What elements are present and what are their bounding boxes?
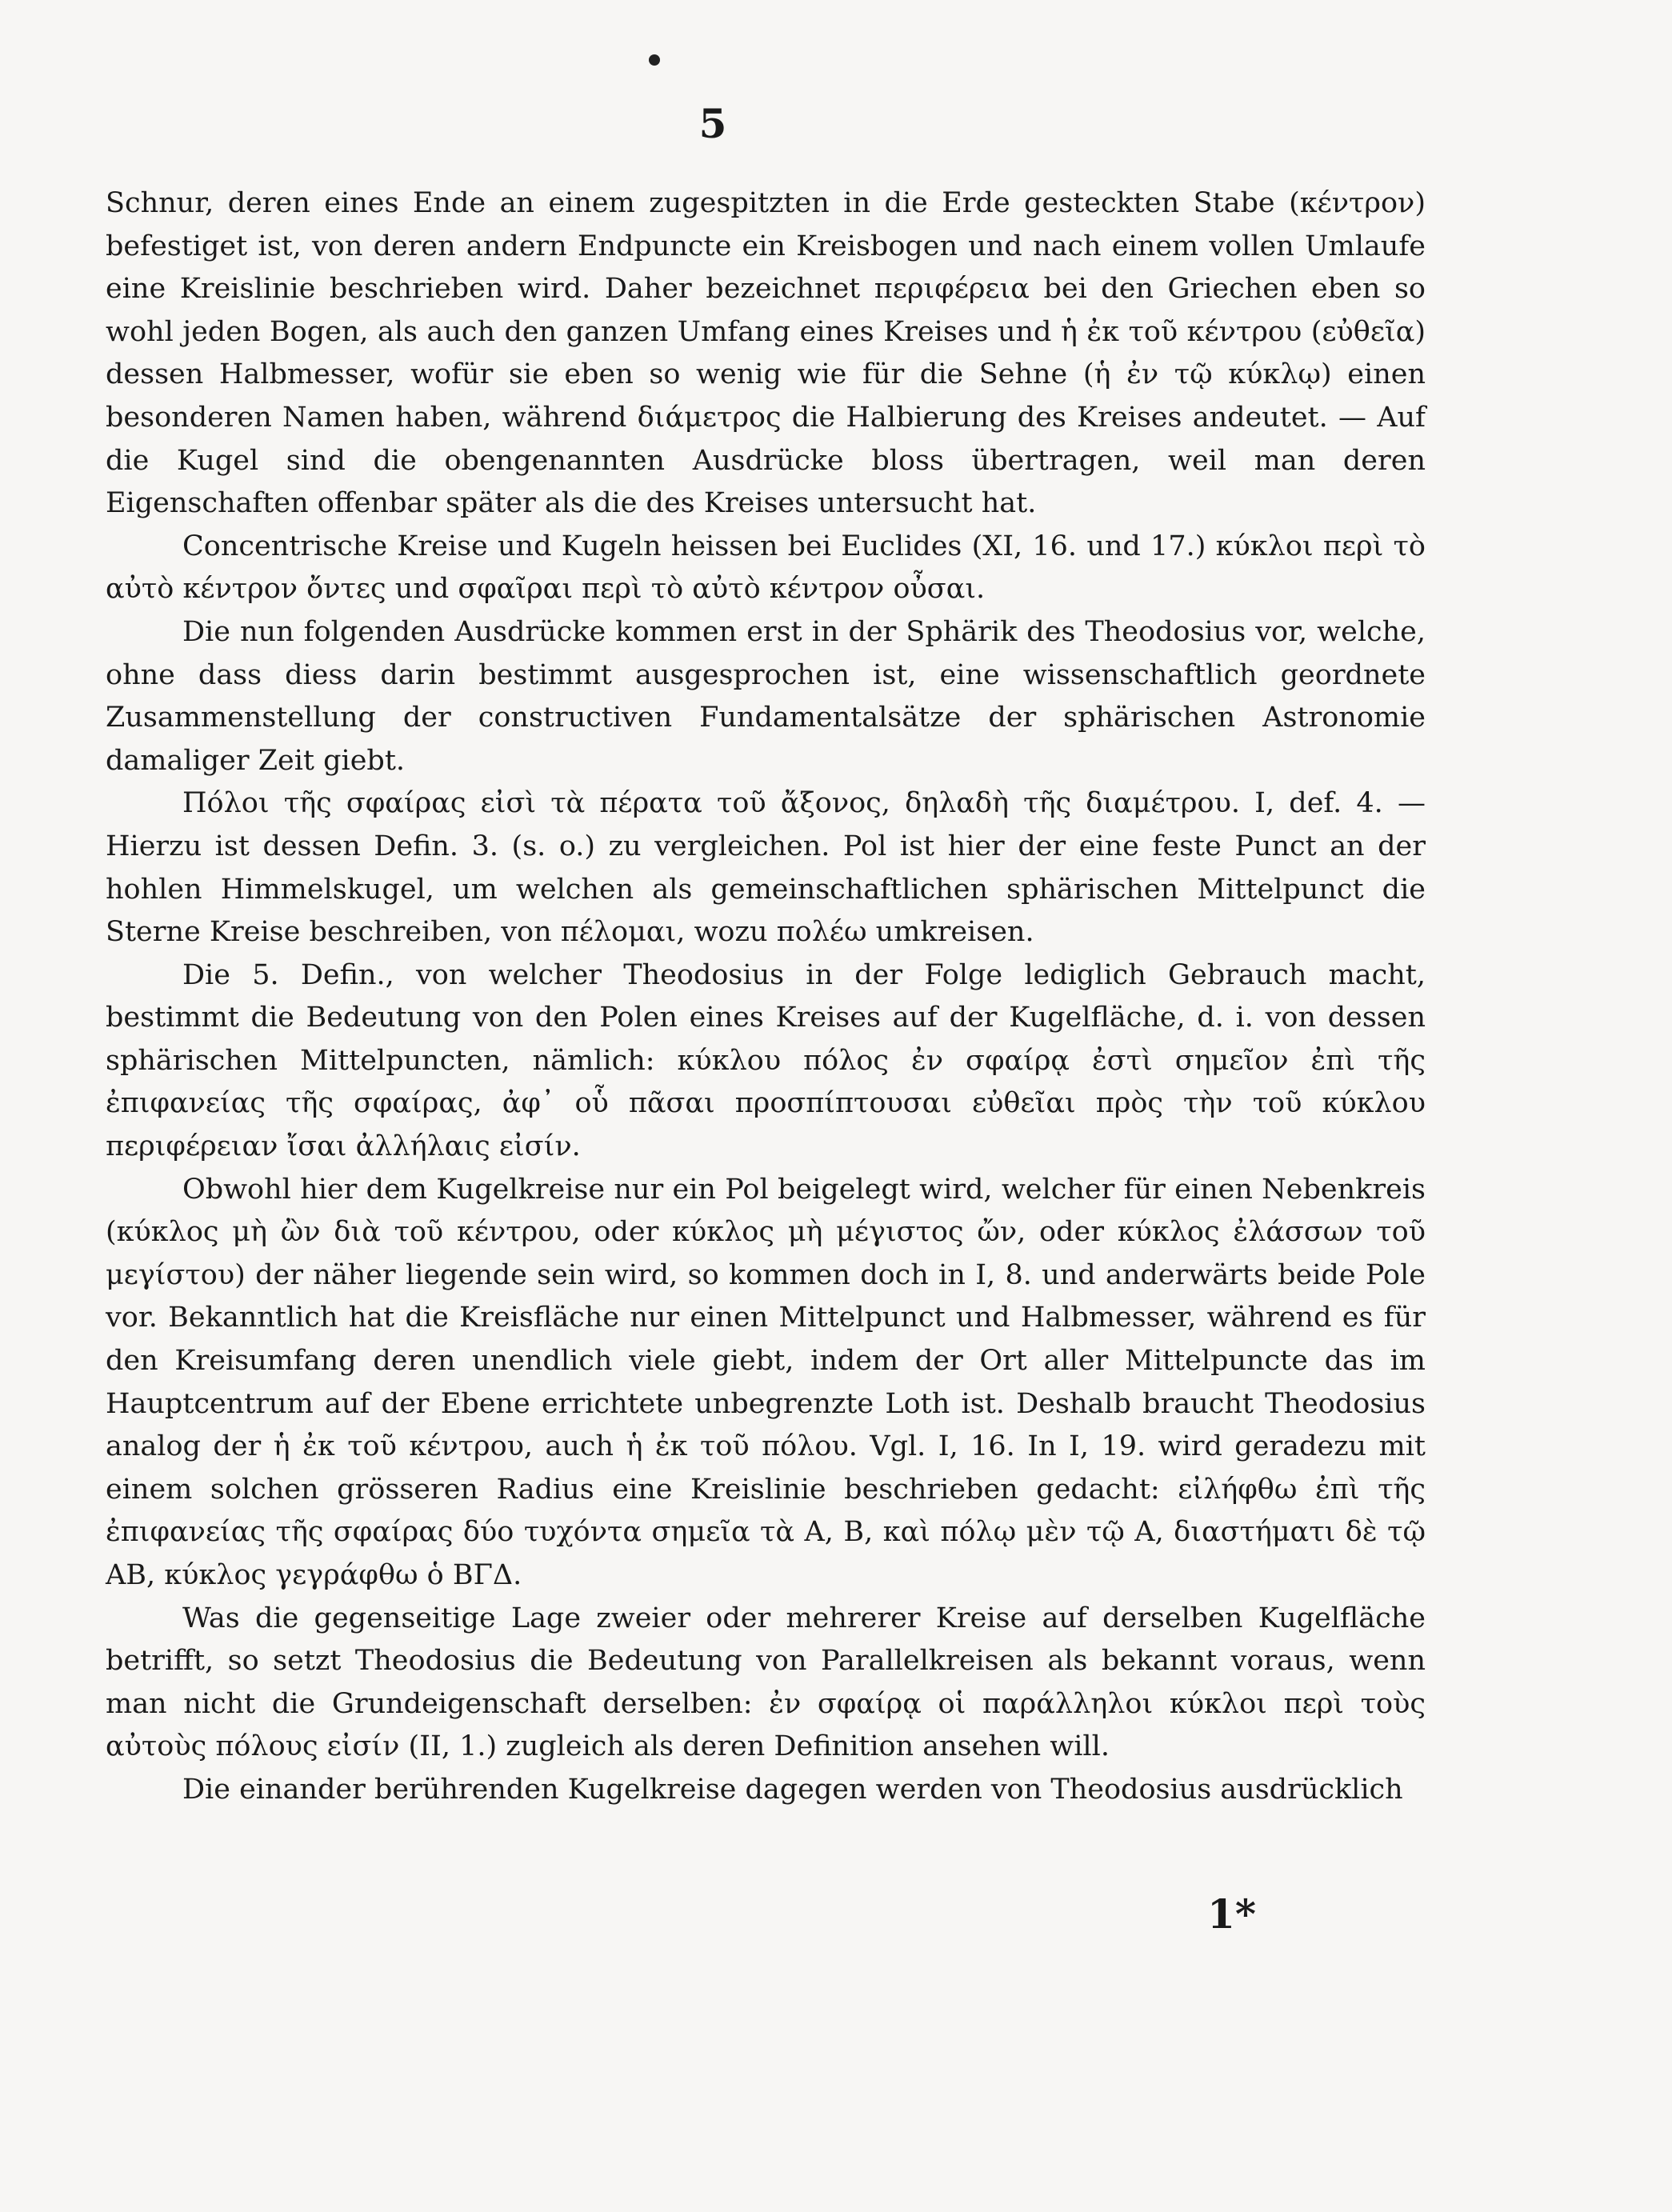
paragraph-8: Die einander berührenden Kugelkreise dagegen werden von Theodosius ausdrücklich <box>182 1773 1403 1806</box>
paragraph-5: Die 5. Defin., von welcher Theodosius in der Folge lediglich Gebrauch macht, bestimmt die Bedeutung von den Polen eines Kreises auf der Kugelfläche, d. i. von dessen sphärischen Mittelpuncten, nämlich: κύκλου πόλος ἐν σφαίρᾳ ἐστὶ σημεῖον ἐπὶ τῆς ἐπιφανείας τῆς σφαίρας, ἀφ᾽ οὗ πᾶσαι προσπίπτουσαι εὐθεῖαι πρὸς τὴν τοῦ κύκλου περιφέρειαν ἴσαι ἀλλήλαις εἰσίν. <box>106 958 1426 1163</box>
paragraph-4: Πόλοι τῆς σφαίρας εἰσὶ τὰ πέρατα τοῦ ἄξονος, δηλαδὴ τῆς διαμέτρου. I, def. 4. — Hierzu ist dessen Defin. 3. (s. o.) zu vergleichen. Pol ist hier der eine feste Punct an der hohlen Himmelskugel, um welchen als gemeinschaftlichen sphärischen Mittelpunct die Sterne Kreise beschreiben, von πέλομαι, wozu πολέω umkreisen. <box>106 787 1426 949</box>
page-number: 5 <box>698 100 727 147</box>
top-dot-mark <box>649 54 660 66</box>
paragraph-7: Was die gegenseitige Lage zweier oder mehrerer Kreise auf derselben Kugelfläche betrifft, so setzt Theodosius die Bedeutung von Parallelkreisen als bekannt voraus, wenn man nicht die Grundeigenschaft derselben: ἐν σφαίρᾳ οἱ παράλληλοι κύκλοι περὶ τοὺς αὐτοὺς πόλους εἰσίν (II, 1.) zugleich als deren Definition ansehen will. <box>106 1602 1426 1763</box>
paragraph-3: Die nun folgenden Ausdrücke kommen erst in der Sphärik des Theodosius vor, welche, ohne dass diess darin bestimmt ausgesprochen ist, eine wissenschaftlich geordnete Zusammenstellung der constructiven Fundamentalsätze der sphärischen Astronomie damaliger Zeit giebt. <box>106 615 1426 777</box>
paragraph-1: Schnur, deren eines Ende an einem zugespitzten in die Erde gesteckten Stabe (κέντρον) befestiget ist, von deren andern Endpuncte ein Kreisbogen und nach einem vollen Umlaufe eine Kreislinie beschrieben wird. Daher bezeichnet περιφέρεια bei den Griechen eben so wohl jeden Bogen, als auch den ganzen Umfang eines Kreises und ἡ ἐκ τοῦ κέντρου (εὐθεῖα) dessen Halbmesser, wofür sie eben so wenig wie für die Sehne (ἡ ἐν τῷ κύκλῳ) einen besonderen Namen haben, während διάμετρος die Halbierung des Kreises andeutet. — Auf die Kugel sind die obengenannten Ausdrücke bloss übertragen, weil man deren Eigenschaften offenbar später als die des Kreises untersucht hat. <box>106 187 1426 520</box>
paragraph-6: Obwohl hier dem Kugelkreise nur ein Pol beigelegt wird, welcher für einen Nebenkreis (κύκλος μὴ ὢν διὰ τοῦ κέντρου, oder κύκλος μὴ μέγιστος ὤν, oder κύκλος ἐλάσσων τοῦ μεγίστου) der näher liegende sein wird, so kommen doch in I, 8. und anderwärts beide Pole vor. Bekanntlich hat die Kreisfläche nur einen Mittelpunct und Halbmesser, während es für den Kreisumfang deren unendlich viele giebt, indem der Ort aller Mittelpuncte das im Hauptcentrum auf der Ebene errichtete unbegrenzte Loth ist. Deshalb braucht Theodosius analog der ἡ ἐκ τοῦ κέντρου, auch ἡ ἐκ τοῦ πόλου. Vgl. I, 16. In I, 19. wird geradezu mit einem solchen grösseren Radius eine Kreislinie beschrieben gedacht: εἰλήφθω ἐπὶ τῆς ἐπιφανείας τῆς σφαίρας δύο τυχόντα σημεῖα τὰ Α, Β, καὶ πόλῳ μὲν τῷ Α, διαστήματι δὲ τῷ ΑΒ, κύκλος γεγράφθω ὁ ΒΓΔ. <box>106 1173 1426 1591</box>
body-text <box>106 182 1426 1812</box>
paragraph-2: Concentrische Kreise und Kugeln heissen bei Euclides (XI, 16. und 17.) κύκλοι περὶ τὸ αὐτὸ κέντρον ὄντες und σφαῖραι περὶ τὸ αὐτὸ κέντρον οὖσαι. <box>106 530 1426 606</box>
signature-mark: 1* <box>1207 1890 1256 1938</box>
